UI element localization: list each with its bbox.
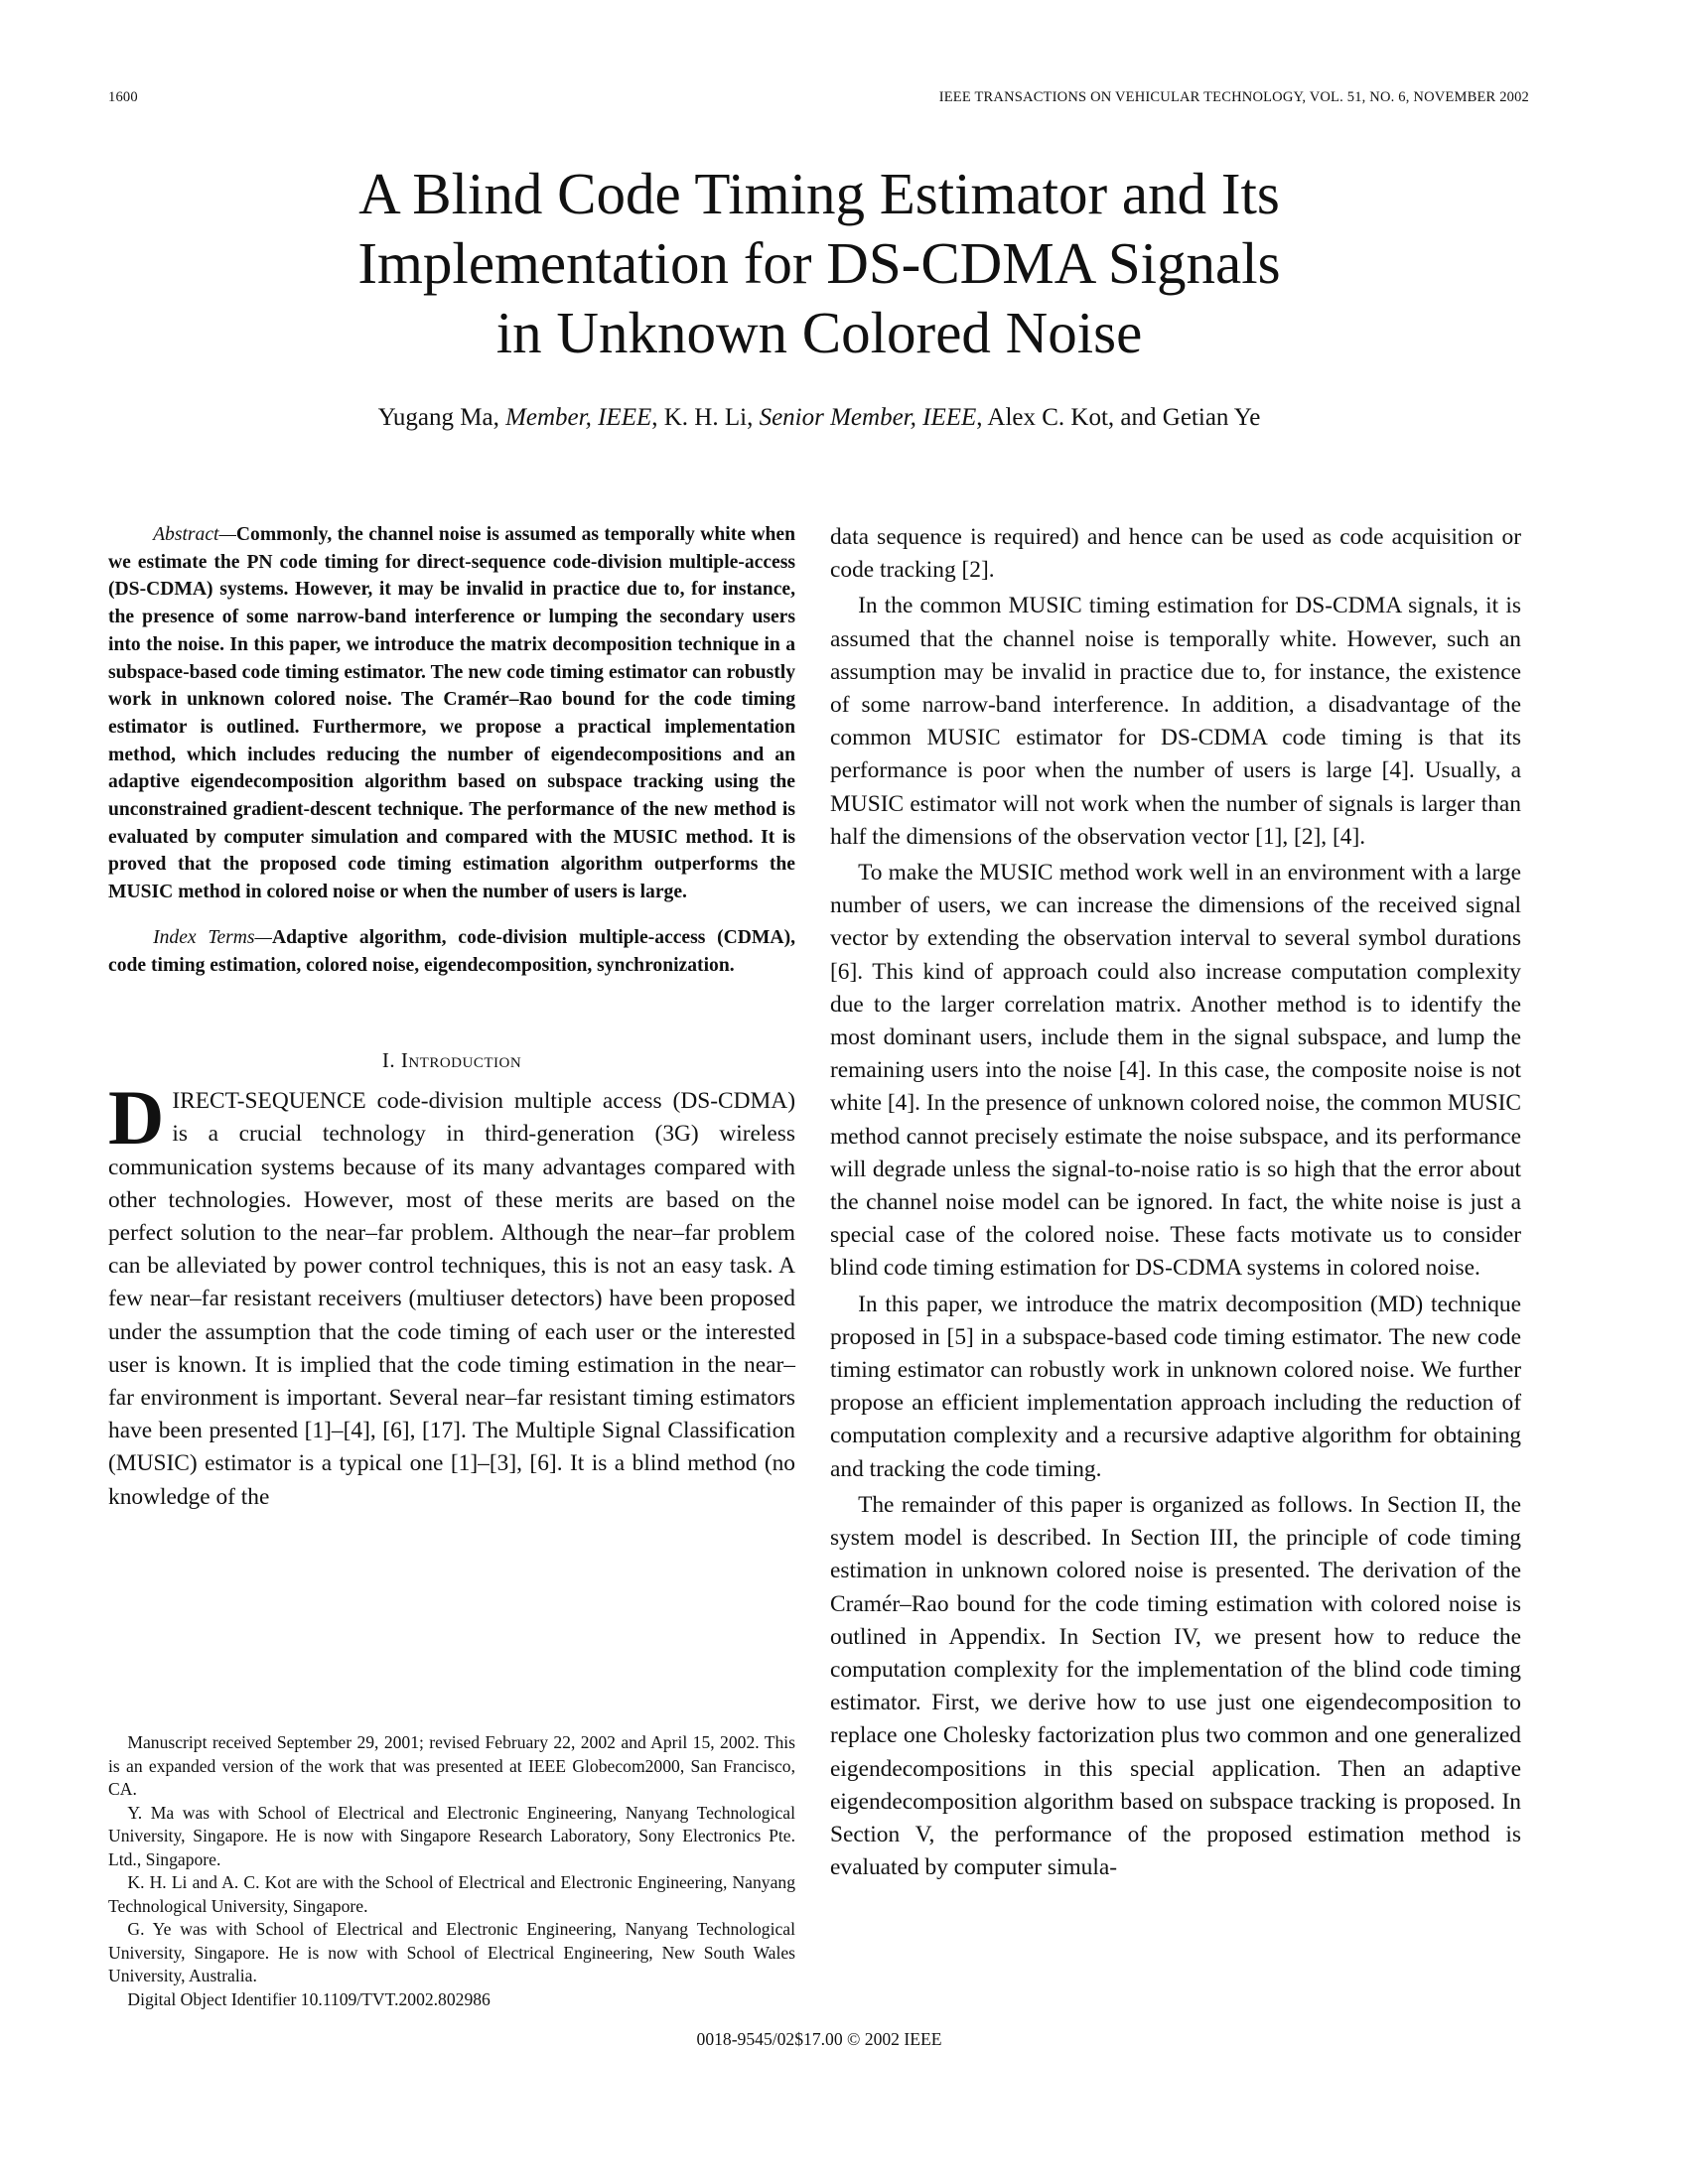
right-column bbox=[830, 521, 1521, 1884]
author-names-rest: Alex C. Kot, and Getian Ye bbox=[987, 404, 1261, 431]
index-terms bbox=[108, 924, 795, 979]
footnotes bbox=[108, 1731, 795, 2011]
drop-cap-letter: D bbox=[108, 1074, 165, 1161]
body-paragraph: To make the MUSIC method work well in an environment with a large number of users, we can increase the dimensions of the received signal vector by extending the observation interval to several symbol durations [6]. This kind of approach could also increase computation complexity due to the larger correlation matrix. Another method is to identify the most dominant users, include them in the signal subspace, and lump the remaining users into the noise [4]. In this case, the composite noise is not white [4]. In the presence of unknown colored noise, the common MUSIC method cannot precisely estimate the noise subspace, and its performance will degrade unless the signal-to-noise ratio is so high that the error about the channel noise model can be ignored. In fact, the white noise is just a special case of the colored noise. These facts motivate us to consider blind code timing estimation for DS-CDMA systems in colored noise. bbox=[830, 860, 1521, 1282]
intro-paragraph bbox=[108, 1074, 795, 1514]
paper-title bbox=[0, 159, 1638, 367]
author-name: Yugang Ma bbox=[377, 404, 493, 431]
footnote-doi: Digital Object Identifier 10.1109/TVT.2002.802986 bbox=[127, 1988, 491, 2009]
author-role: Member, IEEE bbox=[505, 404, 652, 431]
footnote: K. H. Li and A. C. Kot are with the School of Electrical and Electronic Engineering, Nanyang Technological University, Singapore. bbox=[108, 1872, 795, 1916]
title-line: in Unknown Colored Noise bbox=[495, 300, 1143, 365]
body-paragraph: data sequence is required) and hence can be used as code acquisition or code tracking [2]. bbox=[830, 524, 1521, 584]
abstract-text: Commonly, the channel noise is assumed as temporally white when we estimate the PN code timing for direct-sequence code-division multiple-access (DS-CDMA) systems. However, it may be invalid in practice due to, for instance, the presence of some narrow-band interference or lumping the secondary users into the noise. In this paper, we introduce the matrix decomposition technique in a subspace-based code timing estimator. The new code timing estimator can robustly work in unknown colored noise. The Cramér–Rao bound for the code timing estimator is outlined. Furthermore, we propose a practical implementation method, which includes reducing the number of eigendecompositions and an adaptive eigendecomposition algorithm based on subspace tracking using the unconstrained gradient-descent technique. The performance of the new method is evaluated by computer simulation and compared with the MUSIC method. It is proved that the proposed code timing estimation algorithm outperforms the MUSIC method in colored noise or when the number of users is large. bbox=[108, 524, 795, 903]
index-terms-text: Adaptive algorithm, code-division multiple-access (CDMA), code timing estimation, colored noise, eigendecomposition, synchronization. bbox=[108, 926, 795, 976]
running-head bbox=[108, 89, 1529, 106]
copyright-line: 0018-9545/02$17.00 © 2002 IEEE bbox=[696, 2029, 942, 2049]
section-number: I. bbox=[381, 1048, 401, 1073]
body-paragraph: In this paper, we introduce the matrix decomposition (MD) technique proposed in [5] in a subspace-based code timing estimator. The new code timing estimator can robustly work in unknown colored noise. We further propose an efficient implementation approach including the reduction of computation complexity and a recursive adaptive algorithm for obtaining and tracking the code timing. bbox=[830, 1291, 1521, 1482]
author-role: Senior Member, IEEE bbox=[759, 404, 977, 431]
author-name: K. H. Li bbox=[663, 404, 748, 431]
body-paragraph: The remainder of this paper is organized as follows. In Section II, the system model is described. In Section III, the principle of code timing estimation in unknown colored noise is presented. The derivation of the Cramér–Rao bound for the code timing estimation with colored noise is outlined in Appendix. In Section IV, we present how to reduce the computation complexity for the implementation of the blind code timing estimator. First, we derive how to use just one eigendecomposition to replace one Cholesky factorization plus two common and one generalized eigendecompositions in this special application. Then an adaptive eigendecomposition algorithm based on subspace tracking is proposed. In Section V, the performance of the proposed estimation method is evaluated by computer simula- bbox=[830, 1491, 1521, 1881]
footnote: G. Ye was with School of Electrical and Electronic Engineering, Nanyang Technological University, Singapore. He is now with School of Electrical Engineering, New South Wales University, Australia. bbox=[108, 1919, 795, 1985]
title-line: A Blind Code Timing Estimator and Its bbox=[358, 161, 1280, 226]
left-column bbox=[108, 521, 795, 1514]
page-number: 1600 bbox=[108, 89, 138, 105]
index-terms-label: Index Terms— bbox=[153, 926, 272, 948]
intro-paragraph-text: IRECT-SEQUENCE code-division multiple access (DS-CDMA) is a crucial technology in third-generation (3G) wireless communication systems because of its many advantages compared with other technologies. However, most of these merits are based on the perfect solution to the near–far problem. Although the near–far problem can be alleviated by power control techniques, this is not an easy task. A few near–far resistant receivers (multiuser detectors) have been proposed under the assumption that the code timing of each user or the interested user is known. It is implied that the code timing estimation in the near–far environment is important. Several near–far resistant timing estimators have been presented [1]–[4], [6], [17]. The Multiple Signal Classification (MUSIC) estimator is a typical one [1]–[3], [6]. It is a blind method (no knowledge of the bbox=[108, 1088, 795, 1510]
abstract-label: Abstract— bbox=[153, 524, 236, 545]
title-line: Implementation for DS-CDMA Signals bbox=[357, 230, 1281, 296]
section-title: Introduction bbox=[400, 1048, 522, 1073]
footnote: Manuscript received September 29, 2001; revised February 22, 2002 and April 15, 2002. This is an expanded version of the work that was presented at IEEE Globecom2000, San Francisco, CA. bbox=[108, 1732, 795, 1799]
section-heading bbox=[108, 1048, 795, 1073]
journal-name: IEEE TRANSACTIONS ON VEHICULAR TECHNOLOGY, VOL. 51, NO. 6, NOVEMBER 2002 bbox=[938, 89, 1529, 105]
author-list: Yugang Ma, Member, IEEE, K. H. Li, Senior Member, IEEE, Alex C. Kot, and Getian Ye bbox=[377, 404, 1261, 431]
body-paragraph: In the common MUSIC timing estimation for DS-CDMA signals, it is assumed that the channel noise is temporally white. However, such an assumption may be invalid in practice due to, for instance, the existence of some narrow-band interference. In addition, a disadvantage of the common MUSIC estimator for DS-CDMA code timing is that its performance is poor when the number of users is large [4]. Usually, a MUSIC estimator will not work when the number of signals is larger than half the dimensions of the observation vector [1], [2], [4]. bbox=[830, 593, 1521, 850]
abstract bbox=[108, 521, 795, 906]
footnote: Y. Ma was with School of Electrical and Electronic Engineering, Nanyang Technological University, Singapore. He is now with Singapore Research Laboratory, Sony Electronics Pte. Ltd., Singapore. bbox=[108, 1802, 795, 1869]
